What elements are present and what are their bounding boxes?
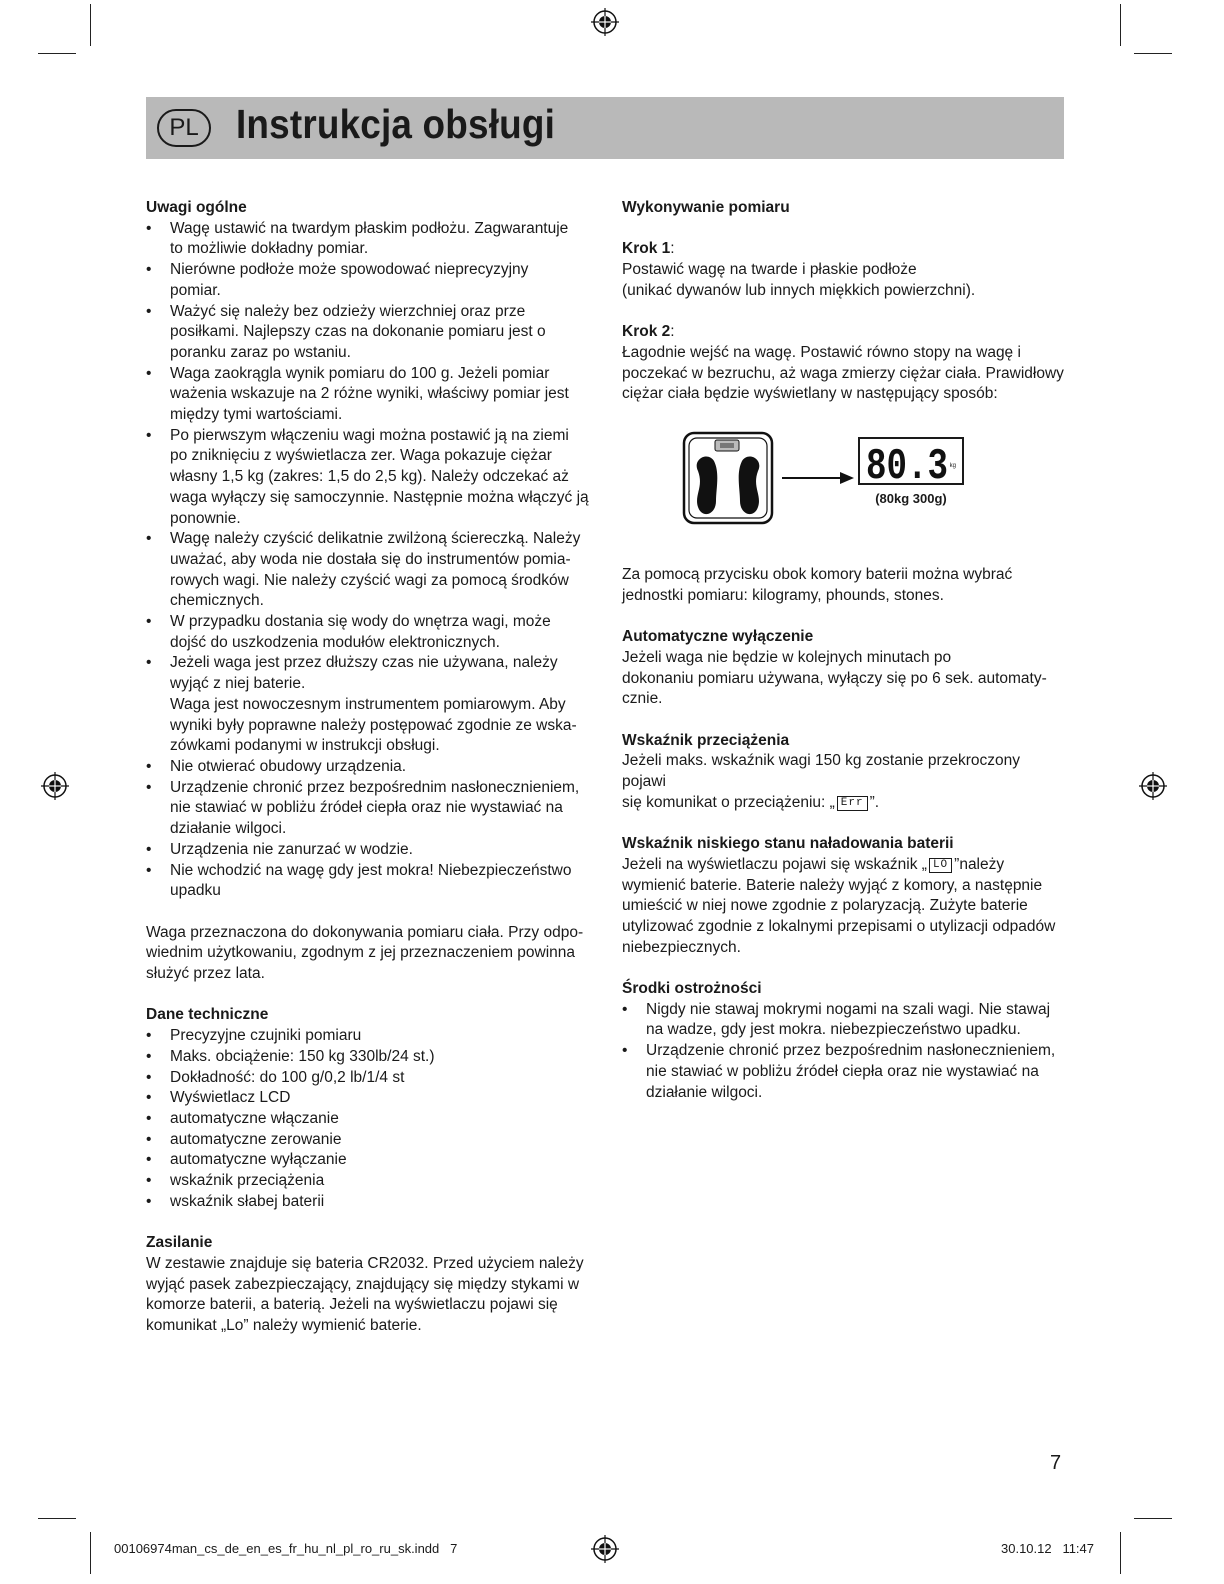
- list-item-line: • Urządzenia nie zanurzać w wodzie.: [170, 840, 413, 858]
- text-line: Waga przeznaczona do dokonywania pomiaru ciała. Przy odpo-: [146, 923, 584, 941]
- text-line: wyniki były poprawne należy postępować zgodnie ze wska-: [170, 716, 577, 734]
- list-item-line: to możliwie dokładny pomiar.: [170, 240, 369, 258]
- header-bar: [146, 97, 1064, 159]
- text-line: cznie.: [622, 690, 663, 708]
- step1-heading: Krok 1: [622, 240, 671, 258]
- list-item: [622, 1000, 1067, 1041]
- overload-line-2: [622, 793, 1067, 814]
- text-line: zówkami podanymi w instrukcji obsługi.: [170, 737, 440, 755]
- text-line: komorze baterii, a baterią. Jeżeli na wyświetlaczu pojawi się: [146, 1296, 558, 1314]
- list-item: [146, 364, 591, 426]
- units-paragraph: [622, 565, 1067, 606]
- list-item-line: • Urządzenie chronić przez bezpośrednim nasłonecznieniem,: [170, 778, 580, 796]
- list-item: • wskaźnik słabej baterii: [146, 1192, 591, 1213]
- crop-mark: [1134, 53, 1172, 54]
- list-item: [146, 260, 591, 301]
- crop-mark: [1134, 1518, 1172, 1519]
- list-item: [146, 612, 591, 653]
- list-item-line: • Nie otwierać obudowy urządzenia.: [170, 757, 407, 775]
- caution-heading: Środki ostrożności: [622, 980, 762, 997]
- text-line: (unikać dywanów lub innych miękkich powierzchni).: [622, 281, 976, 299]
- page-number: 7: [1050, 1452, 1062, 1474]
- list-item: • automatyczne zerowanie: [146, 1130, 591, 1151]
- lcd-caption: (80kg 300g): [875, 491, 947, 506]
- list-item-line: • Nie wchodzić na wagę gdy jest mokra! Niebezpieczeństwo: [170, 861, 572, 879]
- text-line: dokonaniu pomiaru używana, wyłączy się po 6 sek. automaty-: [622, 669, 1047, 687]
- crop-mark: [1120, 4, 1121, 46]
- power-paragraph: [146, 1254, 591, 1337]
- registration-mark-icon: [1138, 771, 1168, 801]
- list-item-line: • Po pierwszym włączeniu wagi można postawić ją na ziemi: [170, 426, 569, 444]
- overload-text-pre: się komunikat o przeciążeniu: „: [622, 793, 835, 811]
- page-title: Instrukcja obsługi: [236, 101, 556, 147]
- low-battery-heading: Wskaźnik niskiego stanu naładowania baterii: [622, 835, 954, 853]
- text-line: Za pomocą przycisku obok komory baterii można wybrać: [622, 566, 1013, 583]
- list-item: [146, 529, 591, 612]
- tech-data-list: [146, 1026, 591, 1212]
- list-item: [146, 778, 591, 840]
- list-item-line: • Jeżeli waga jest przez dłuższy czas nie używana, należy: [170, 654, 558, 672]
- overload-text-post: ”.: [869, 793, 880, 811]
- list-item-line: • Nigdy nie stawaj mokrymi nogami na szali wagi. Nie stawaj: [646, 1000, 1051, 1018]
- list-item-line: poranku zaraz po wstaniu.: [170, 343, 351, 361]
- general-notes-list-continued: [146, 757, 591, 902]
- step2-colon: :: [670, 323, 675, 341]
- text-line: ciężar ciała będzie wyświetlany w następujący sposób:: [622, 385, 998, 403]
- registration-mark-icon: [40, 771, 70, 801]
- crop-mark: [38, 53, 76, 54]
- registration-mark-icon: [590, 1534, 620, 1564]
- list-item: [146, 219, 591, 260]
- err-indicator: Err: [837, 796, 868, 811]
- list-item: • automatyczne włączanie: [146, 1109, 591, 1130]
- footer-file-name: 00106974man_cs_de_en_es_fr_hu_nl_pl_ro_ru_sk.indd 7: [114, 1541, 458, 1556]
- list-item: • Maks. obciążenie: 150 kg 330lb/24 st.): [146, 1047, 591, 1068]
- list-item: • automatyczne wyłączanie: [146, 1150, 591, 1171]
- text-line: Waga jest nowoczesnym instrumentem pomiarowym. Aby: [170, 695, 566, 713]
- caution-list: [622, 1000, 1067, 1104]
- list-item-line: pomiar.: [170, 281, 221, 299]
- text-line: wiednim użytkowaniu, zgodnym z jej przeznaczeniem powinna: [146, 944, 576, 962]
- step1-colon: :: [670, 240, 675, 258]
- list-item-line: wyjąć z niej baterie.: [170, 675, 306, 693]
- list-item-line: nie stawiać w pobliżu źródeł ciepła oraz nie wystawiać na: [646, 1062, 1039, 1080]
- list-item-line: nie stawiać w pobliżu źródeł ciepła oraz nie wystawiać na: [170, 799, 563, 817]
- list-item-line: • Waga zaokrągla wynik pomiaru do 100 g. Jeżeli pomiar: [170, 364, 550, 382]
- auto-off-heading: Automatyczne wyłączenie: [622, 628, 814, 646]
- list-item-line: • Wagę ustawić na twardym płaskim podłożu. Zagwarantuje: [170, 219, 569, 237]
- arrow-right-icon: [782, 471, 854, 485]
- list-item-line: własny 1,5 kg (zakres: 1,5 do 2,5 kg). Należy odczekać aż: [170, 468, 569, 486]
- list-item-line: dojść do uszkodzenia modułów elektronicznych.: [170, 633, 500, 651]
- list-item: [146, 840, 591, 861]
- list-item-line: rowych wagi. Nie należy czyścić wagi za pomocą środków: [170, 571, 569, 589]
- list-item-line: działanie wilgoci.: [646, 1083, 763, 1101]
- measurement-heading: Wykonywanie pomiaru: [622, 199, 790, 216]
- list-item: • Precyzyjne czujniki pomiaru: [146, 1026, 591, 1047]
- registration-mark-icon: [590, 7, 620, 37]
- list-item-line: ważenia wskazuje na 2 różne wyniki, właściwy pomiar jest: [170, 385, 569, 403]
- list-item-line: • W przypadku dostania się wody do wnętrza wagi, może: [170, 613, 551, 631]
- list-item-line: na wadze, gdy jest mokra. niebezpieczeństwo upadku.: [646, 1021, 1021, 1039]
- list-item-line: chemicznych.: [170, 592, 264, 610]
- lcd-display: [858, 437, 964, 485]
- list-item: • Dokładność: do 100 g/0,2 lb/1/4 st: [146, 1068, 591, 1089]
- battery-paragraph: [622, 876, 1067, 959]
- list-item: [146, 302, 591, 364]
- text-line: wymienić baterie. Baterie należy wyjąć z komory, a następnie: [622, 876, 1043, 894]
- list-item-line: ponownie.: [170, 509, 241, 527]
- list-item: [146, 653, 591, 694]
- list-item: [146, 757, 591, 778]
- text-line: komunikat „Lo” należy wymienić baterie.: [146, 1316, 422, 1334]
- lcd-digits: [866, 443, 952, 481]
- text-line: Łagodnie wejść na wagę. Postawić równo stopy na wagę i: [622, 343, 1021, 361]
- list-item-line: • Nierówne podłoże może spowodować nieprecyzyjny: [170, 261, 529, 279]
- text-line: umieścić w niej nowe zgodnie z polaryzacją. Zużyte baterie: [622, 897, 1028, 915]
- list-item-line: uważać, aby woda nie dostała się do instrumentów pomia-: [170, 550, 571, 568]
- overload-line-1: Jeżeli maks. wskaźnik wagi 150 kg zostanie przekroczony pojawi: [622, 752, 1021, 790]
- step2-heading: Krok 2: [622, 323, 671, 341]
- crop-mark: [38, 1518, 76, 1519]
- step1-paragraph: [622, 260, 1067, 301]
- crop-mark: [90, 4, 91, 46]
- overload-heading: Wskaźnik przeciążenia: [622, 731, 790, 749]
- battery-text-post: ”należy: [954, 855, 1005, 873]
- tech-data-heading: Dane techniczne: [146, 1006, 269, 1024]
- text-line: służyć przez lata.: [146, 965, 265, 982]
- footer-date: 30.10.12 11:47: [1001, 1541, 1095, 1556]
- list-item: [146, 861, 591, 902]
- auto-off-paragraph: [622, 648, 1067, 710]
- list-item-line: po zniknięciu z wyświetlacza zer. Waga pokazuje ciężar: [170, 447, 552, 465]
- battery-text-pre: Jeżeli na wyświetlaczu pojawi się wskaźnik „: [622, 855, 927, 873]
- left-column: [146, 198, 591, 1337]
- list-item-line: • Urządzenie chronić przez bezpośrednim nasłonecznieniem,: [646, 1042, 1056, 1060]
- list-item-line: między tymi wartościami.: [170, 406, 343, 424]
- step2-paragraph: [622, 343, 1067, 405]
- text-line: jednostki pomiaru: kilogramy, phounds, stones.: [622, 586, 944, 604]
- right-column: [622, 198, 1067, 1103]
- text-line: wyjąć pasek zabezpieczający, znajdujący się między stykami w: [146, 1275, 580, 1293]
- general-notes-heading: Uwagi ogólne: [146, 199, 247, 216]
- list-item: • wskaźnik przeciążenia: [146, 1171, 591, 1192]
- list-item-line: upadku: [170, 882, 221, 900]
- text-line: W zestawie znajduje się bateria CR2032. Przed użyciem należy: [146, 1254, 584, 1272]
- purpose-paragraph: [146, 923, 591, 985]
- list-item-line: posiłkami. Najlepszy czas na dokonanie pomiaru jest o: [170, 323, 546, 341]
- text-line: poczekać w bezruchu, aż waga zmierzy ciężar ciała. Prawidłowy: [622, 364, 1064, 382]
- general-note: [146, 695, 591, 757]
- list-item: [146, 426, 591, 530]
- power-heading: Zasilanie: [146, 1234, 213, 1252]
- language-badge: PL: [157, 109, 211, 147]
- lcd-unit: kg: [949, 463, 956, 470]
- text-line: utylizować zgodnie z lokalnymi przepisami o utylizacji odpadów: [622, 917, 1056, 935]
- bathroom-scale-icon: [682, 431, 774, 525]
- list-item-line: • Wagę należy czyścić delikatnie zwilżoną ściereczką. Należy: [170, 530, 581, 548]
- lo-indicator: LO: [929, 858, 952, 873]
- text-line: Jeżeli waga nie będzie w kolejnych minutach po: [622, 648, 952, 666]
- scale-illustration: [622, 423, 1067, 541]
- crop-mark: [1120, 1532, 1121, 1574]
- list-item-line: działanie wilgoci.: [170, 820, 287, 838]
- text-line: Postawić wagę na twarde i płaskie podłoże: [622, 261, 917, 279]
- list-item-line: waga wyłączy się samoczynnie. Następnie można włączyć ją: [170, 488, 589, 506]
- list-item-line: • Ważyć się należy bez odzieży wierzchniej oraz prze: [170, 302, 526, 320]
- list-item: [622, 1041, 1067, 1103]
- crop-mark: [90, 1532, 91, 1574]
- list-item: • Wyświetlacz LCD: [146, 1088, 591, 1109]
- battery-line-1: [622, 855, 1067, 876]
- general-notes-list: [146, 219, 591, 695]
- lcd-value: 80.3: [866, 443, 948, 481]
- text-line: niebezpiecznych.: [622, 938, 741, 956]
